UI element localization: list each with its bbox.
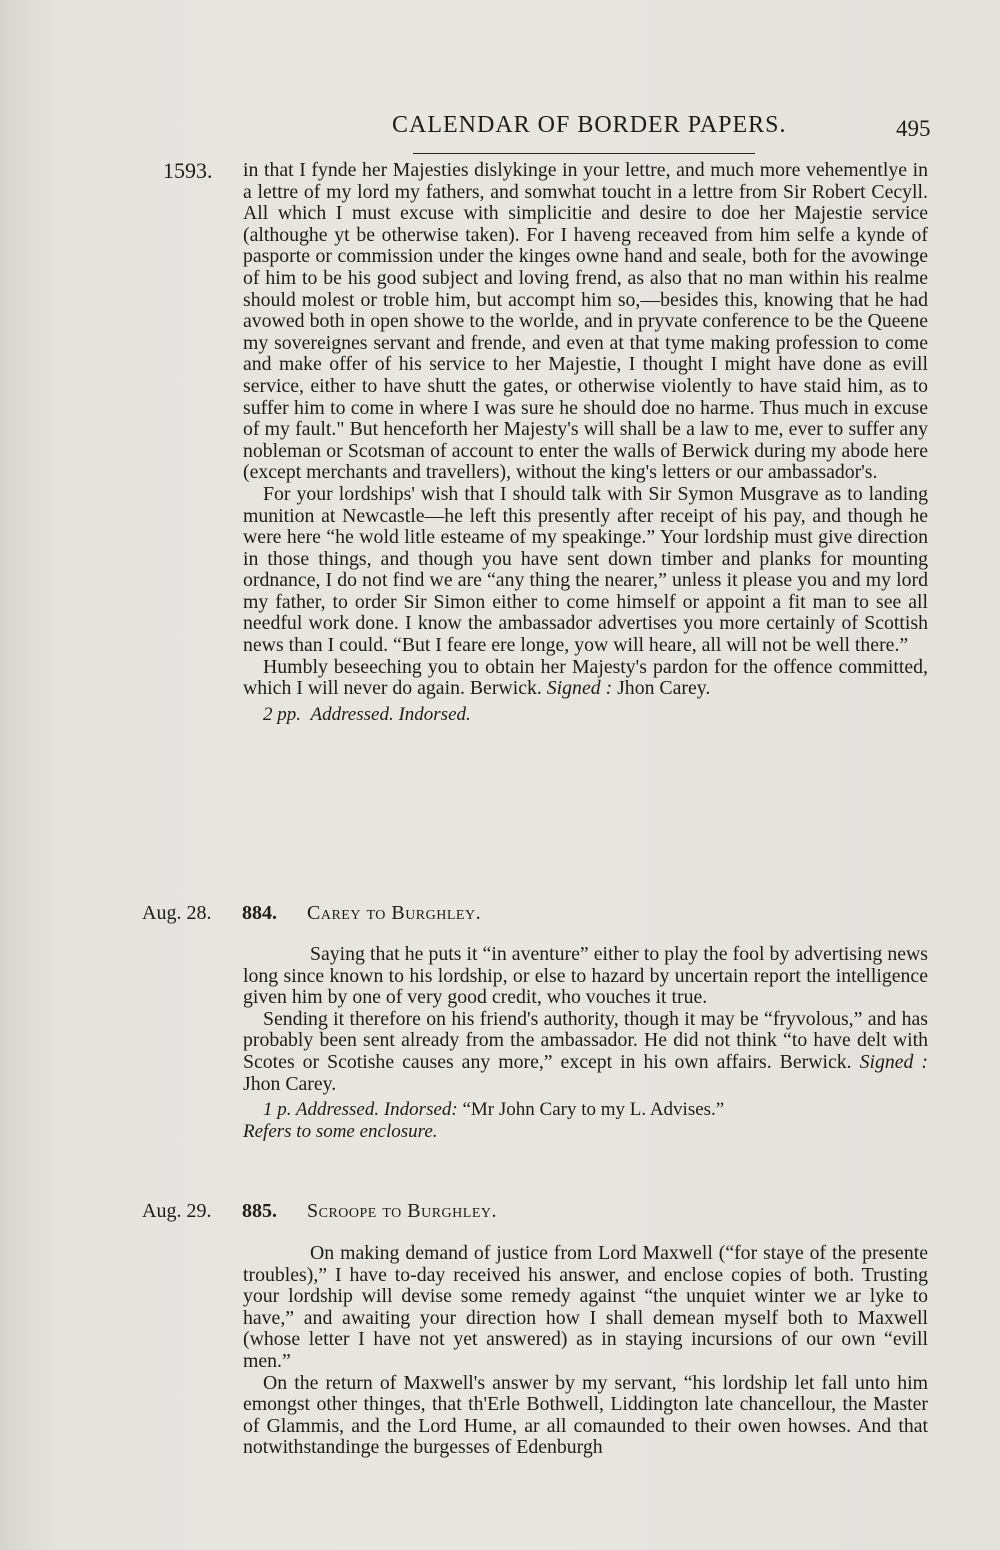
entry-number: 885.	[242, 1200, 277, 1222]
header-rule	[413, 153, 755, 154]
paragraph: Sending it therefore on his friend's authority, though it may be “fryvolous,” and has probably been sent already from the ambassador. He did not think “to have delt with Scotes or Scotishe causes any more,” except in his own affairs. Berwick. Signed : Jhon Carey.	[243, 1007, 929, 1095]
paragraph: Humbly beseeching you to obtain her Majesty's pardon for the offence committed, which I will never do again. Berwick. Signed : Jhon Carey.	[243, 655, 928, 700]
letter-883-continuation	[243, 160, 928, 725]
entry-884-body	[243, 944, 928, 1142]
page-number: 495	[896, 116, 931, 141]
margin-year: 1593.	[163, 158, 213, 183]
paragraph: in that I fynde her Majesties dislykinge in your lettre, and much more vehementlye in a lettre of my lord my fathers, and somwhat toucht in a lettre from Sir Robert Cecyll. All which I must excuse with simplicitie and desire to doe her Majestie service (althoughe yt be otherwise taken). For I haveng receaved from him selfe a kynde of pasporte or commission under the kinges owne hand and seale, both for the avowinge of him to be his good subject and loving frend, as also that no man within his realme should molest or troble him, but accompt him so,—besides this, knowing that he had avowed both in open showe to the worlde, and in pryvate conference to be the Queene my sovereignes servant and frende, and even at that tyme making profession to come and make offer of his service to her Majestie, I thought I might have done as evill service, either to have shutt the gates, or otherwise violently to have staid him, as to suffer him to come in where I was sure he should doe no harme. Thus much in excuse of my fault." But henceforth her Majesty's will shall be a law to me, ever to suffer any nobleman or Scotsman of account to enter the walls of Berwick during my abode here (except merchants and travellers), without the king's letters or our ambassador's.	[243, 159, 928, 484]
endorsement-note: 2 pp. Addressed. Indorsed.	[263, 703, 471, 725]
paragraph: Saying that he puts it “in aventure” either to play the fool by advertising news long since known to his lordship, or else to hazard by uncertain report the intelligence given him by one of very good credit, who vouches it true.	[243, 943, 928, 1009]
entry-number: 884.	[242, 902, 277, 924]
entry-date: Aug. 28.	[142, 902, 212, 924]
running-title: CALENDAR OF BORDER PAPERS.	[392, 112, 787, 138]
entry-title: Carey to Burghley.	[307, 902, 482, 924]
entry-date: Aug. 29.	[142, 1200, 212, 1222]
paragraph: On the return of Maxwell's answer by my servant, “his lordship let fall unto him emongst other thinges, that th'Erle Bothwell, Liddington late chancellour, the Master of Glammis, and the Lord Hume, ar all comaunded to their owen howses. And that notwithstandinge the burgesses of Edenburgh	[243, 1371, 928, 1459]
entry-885-body	[243, 1243, 928, 1459]
paragraph: For your lordships' wish that I should talk with Sir Symon Musgrave as to landing munition at Newcastle—he left this presently after receipt of his pay, and though he were here “he wold litle esteame of my speakinge.” Your lordship must give direction in those things, and though you have sent down timber and planks for mounting ordnance, I do not find we are “any thing the nearer,” unless it please you and my lord my father, to order Sir Simon either to come himself or appoint a fit man to see all needful work done. I know the ambassador advertises you more certainly of Scottish news than I could. “But I feare ere longe, yow will heare, all will not be well there.”	[243, 482, 928, 657]
endorsement-note: 1 p. Addressed. Indorsed: “Mr John Cary to my L. Advises.” Refers to some enclosure.	[243, 1099, 725, 1142]
paragraph: On making demand of justice from Lord Maxwell (“for staye of the presente troubles),” I have to-day received his answer, and enclose copies of both. Trusting your lordship will devise some remedy against “the unquiet winter we ar lyke to have,” and awaiting your direction how I shall demean myself both to Maxwell (whose letter I have not yet answered) as in staying incursions of our own “evill men.”	[243, 1242, 928, 1372]
entry-title: Scroope to Burghley.	[307, 1200, 497, 1222]
